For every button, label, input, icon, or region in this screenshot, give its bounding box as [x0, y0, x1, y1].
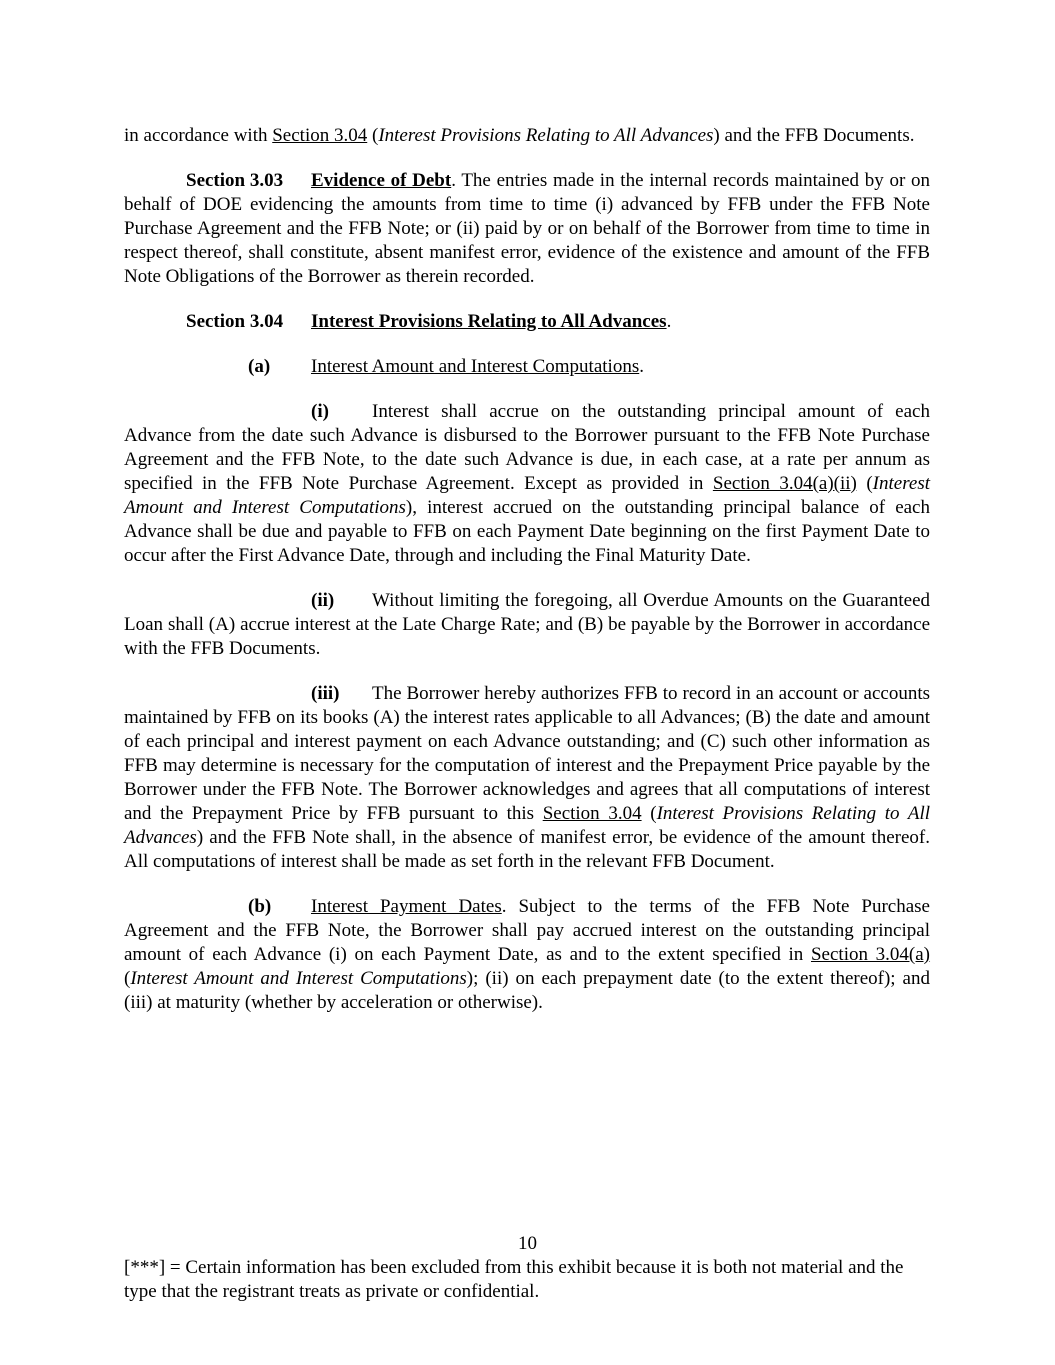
section-number: (iii): [311, 683, 340, 704]
section-paragraph: [124, 589, 930, 661]
italic-title: Interest Provisions Relating to All Advances: [124, 803, 931, 848]
section-number: (ii): [311, 590, 335, 611]
cross-reference: Section 3.04: [272, 125, 368, 146]
text-run: . Subject to the terms of the FFB Note Purchase Agreement and the FFB Note, the Borrower shall pay accrued interest on the outstanding principal amount of each Advance (i) on each Payment Date, as and to the extent specified in: [124, 896, 930, 965]
text-run: ) and the FFB Note shall, in the absence of manifest error, be evidence of the amount thereof. All computations of interest shall be made as set forth in the relevant FFB Document.: [124, 827, 930, 872]
redaction-footnote: [***] = Certain information has been excluded from this exhibit because it is both not material and the type that the registrant treats as private or confidential.: [124, 1257, 904, 1302]
cross-reference: Section 3.04(a)(ii): [712, 473, 857, 494]
page-number: 10: [518, 1233, 537, 1254]
section-paragraph: [124, 895, 930, 1015]
text-run: .: [639, 356, 644, 377]
text-run: .: [666, 311, 672, 332]
section-number: Section 3.04: [186, 311, 284, 332]
text-run: (: [367, 125, 379, 146]
text-run: (: [856, 473, 873, 494]
text-run: ) and the FFB Documents.: [713, 125, 915, 146]
italic-title: Interest Provisions Relating to All Advances: [378, 125, 714, 146]
text-run: . The entries made in the internal records maintained by or on behalf of DOE evidencing the amounts from time to time (i) advanced by FFB under the FFB Note Purchase Agreement and the FFB Note; or (ii) paid by or on behalf of the Borrower from time to time in respect thereof, shall constitute, absent manifest error, evidence of the existence and amount of the FFB Note Obligations of the Borrower as therein recorded.: [124, 170, 930, 287]
text-run: The Borrower hereby authorizes FFB to record in an account or accounts maintained by FFB on its books (A) the interest rates applicable to all Advances; (B) the date and amount of each principal and interest payment on each Advance outstanding; and (C) such other information as FFB may determine is necessary for the computation of interest and the Prepayment Price payable by the Borrower under the FFB Note. The Borrower acknowledges and agrees that all computations of interest and the Prepayment Price by FFB pursuant to this: [124, 683, 930, 824]
section-heading: Interest Provisions Relating to All Advances: [311, 311, 667, 332]
section-number: Section 3.03: [186, 170, 284, 191]
cross-reference: Interest Amount and Interest Computations: [311, 356, 640, 377]
section-number: (i): [311, 401, 329, 422]
section-paragraph: [124, 355, 930, 379]
text-run: Without limiting the foregoing, all Overdue Amounts on the Guaranteed Loan shall (A) accrue interest at the Late Charge Rate; and (B) be payable by the Borrower in accordance with the FFB Documents.: [124, 590, 930, 659]
section-paragraph: [124, 169, 930, 289]
section-number: (a): [248, 356, 271, 377]
section-heading: Evidence of Debt: [311, 170, 452, 191]
text-run: ); (ii) on each prepayment date (to the extent thereof); and (iii) at maturity (whether by acceleration or otherwise).: [124, 968, 930, 1013]
text-run: Interest shall accrue on the outstanding principal amount of each Advance from the date such Advance is disbursed to the Borrower pursuant to the FFB Note Purchase Agreement and the FFB Note, to the date such Advance is due, in each case, at a rate per annum as specified in the FFB Note Purchase Agreement. Except as provided in: [124, 401, 930, 494]
text-run: (: [641, 803, 657, 824]
section-number: (b): [248, 896, 272, 917]
cross-reference: Section 3.04: [542, 803, 642, 824]
document-body: [124, 124, 930, 1036]
paragraph: [124, 124, 930, 148]
text-run: in accordance with: [124, 125, 273, 146]
section-paragraph: [124, 310, 930, 334]
italic-title: Interest Amount and Interest Computations: [124, 473, 930, 518]
section-paragraph: [124, 682, 930, 874]
cross-reference: Section 3.04(a): [810, 944, 931, 965]
section-paragraph: [124, 400, 930, 568]
cross-reference: Interest Payment Dates: [311, 896, 502, 917]
italic-title: Interest Amount and Interest Computations: [130, 968, 467, 989]
text-run: ), interest accrued on the outstanding principal balance of each Advance shall be due and payable to FFB on each Payment Date beginning on the first Payment Date to occur after the First Advance Date, through and including the Final Maturity Date.: [124, 497, 930, 566]
text-run: (: [124, 968, 131, 989]
